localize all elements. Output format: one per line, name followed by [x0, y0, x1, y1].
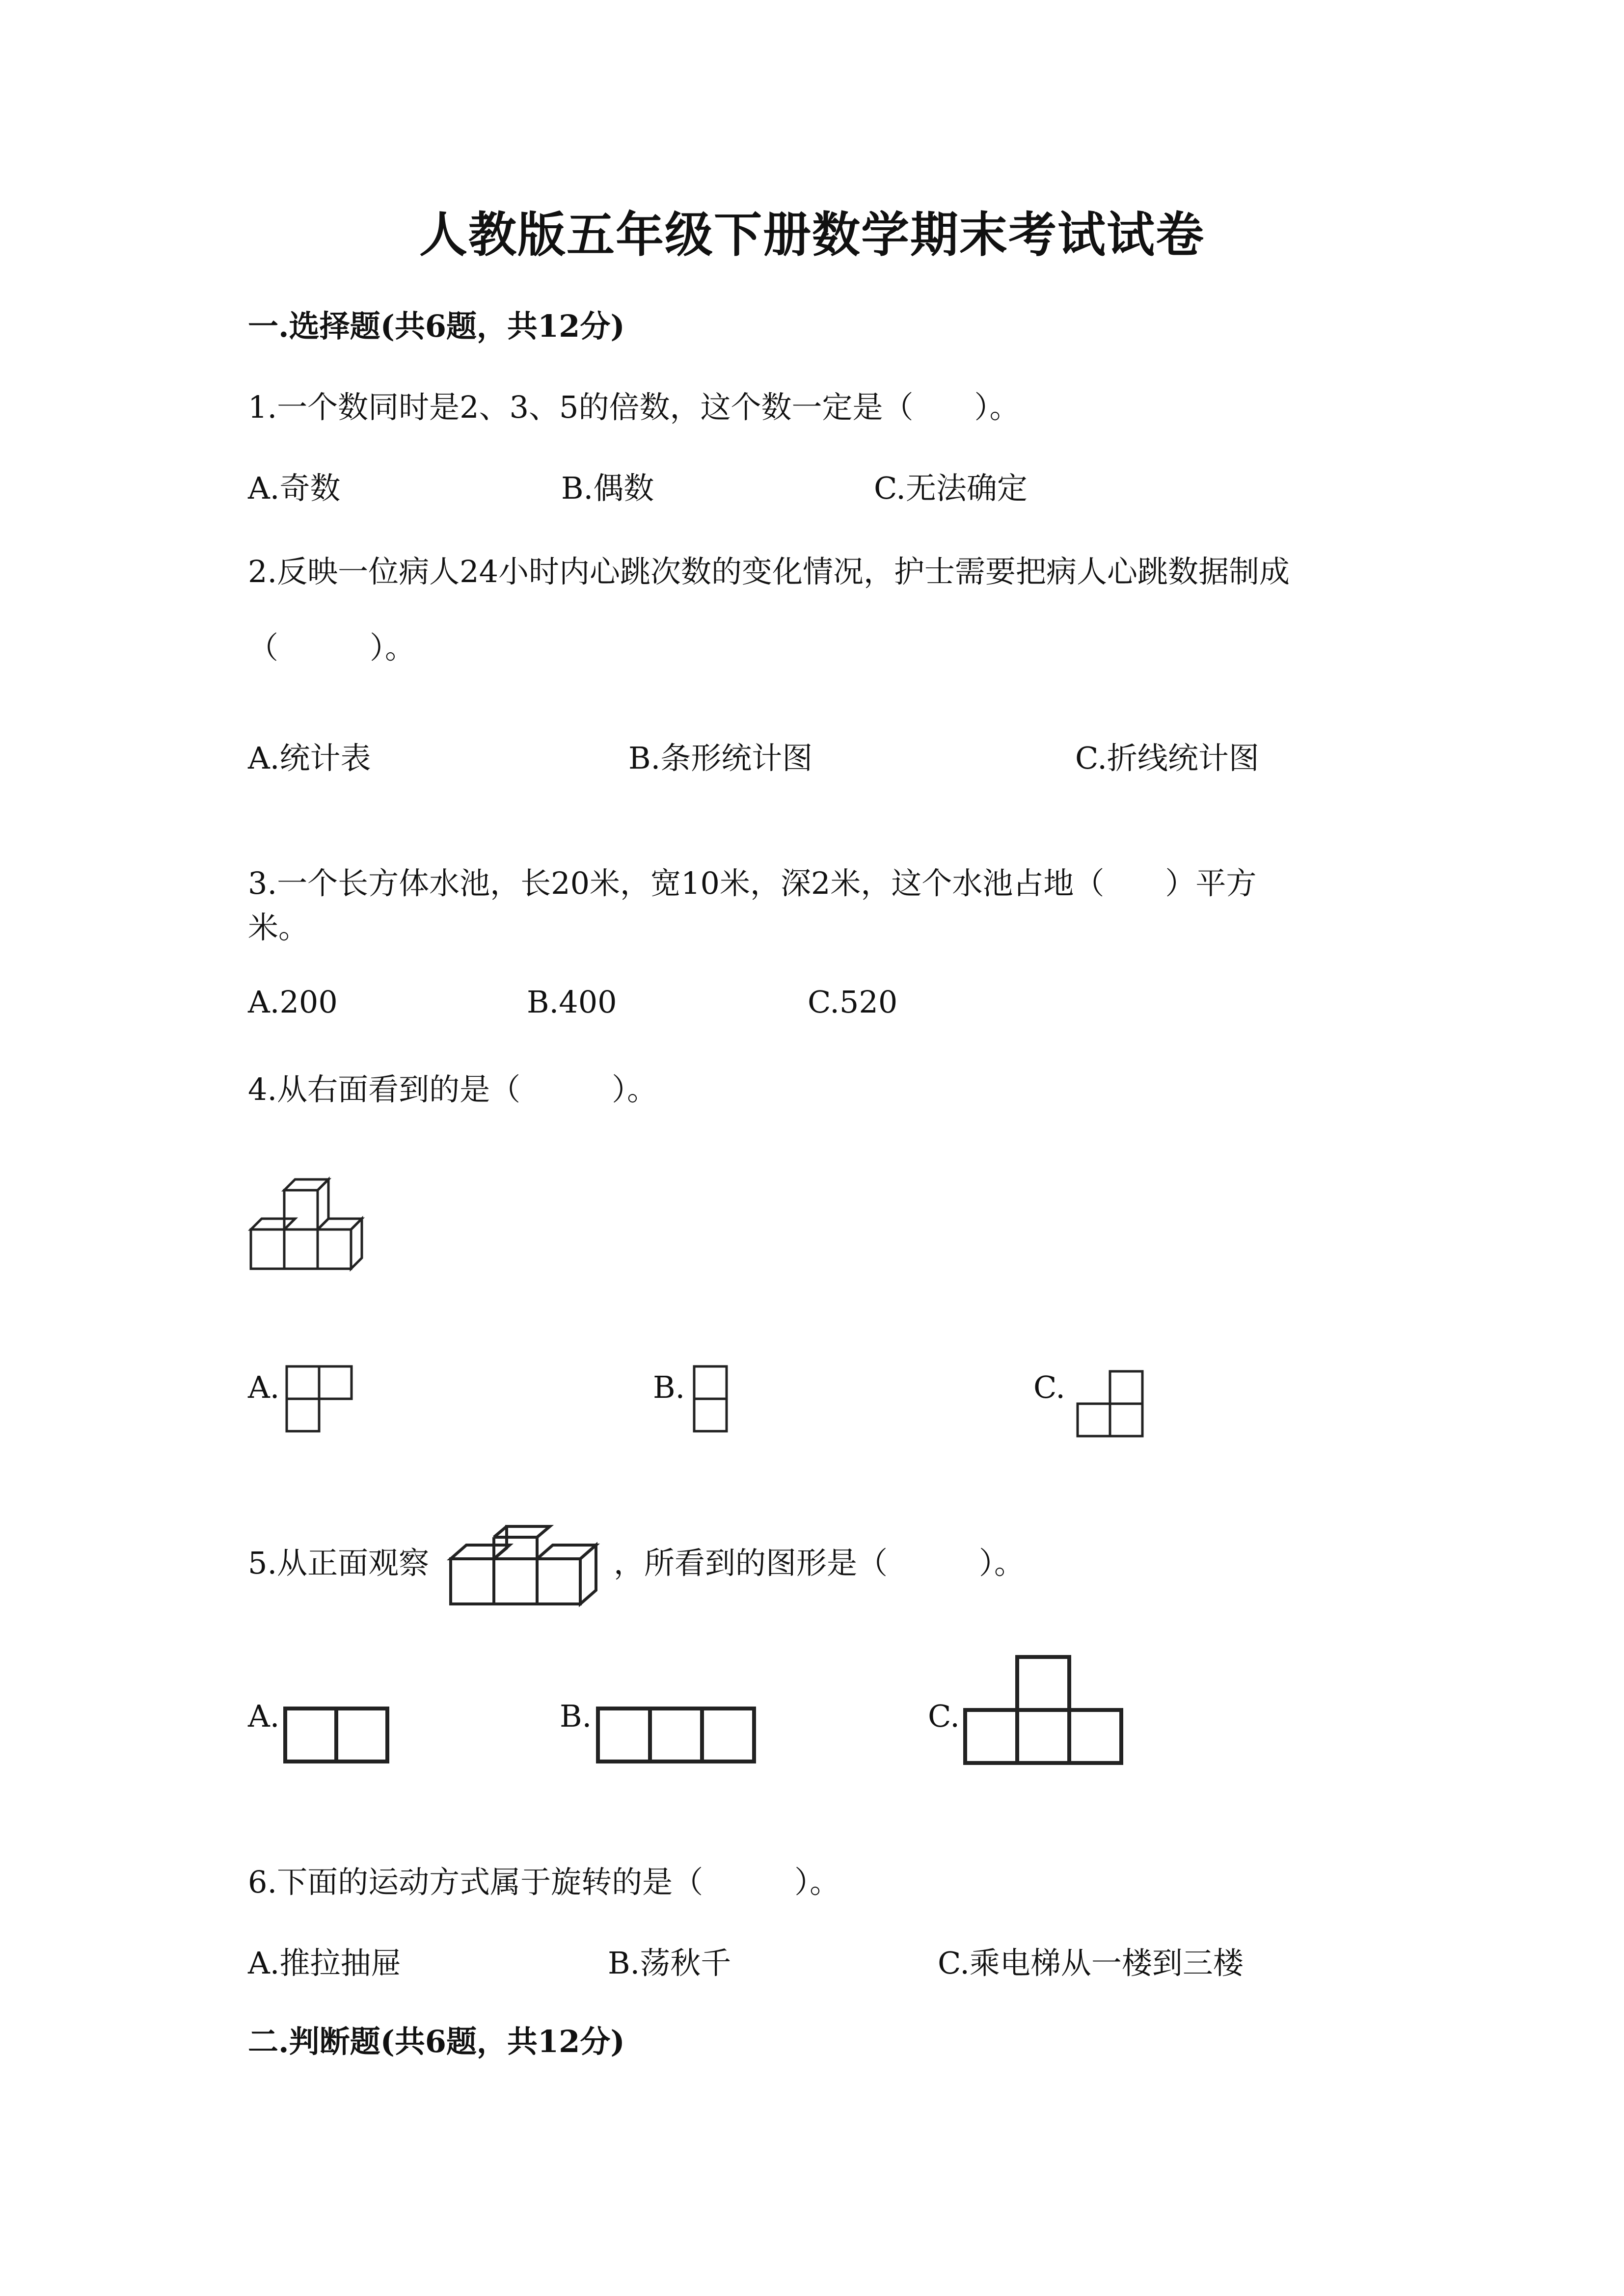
q5-option-b-figure: [595, 1706, 759, 1767]
q1-option-a: A.奇数: [248, 470, 341, 506]
q5-cube-figure: [448, 1522, 605, 1610]
q1-option-c: C.无法确定: [874, 470, 1028, 506]
question-1-text: 1.一个数同时是2、3、5的倍数，这个数一定是（ ）。: [248, 389, 1020, 425]
q5-option-a-label: A.: [248, 1698, 280, 1734]
question-2-text-line1: 2.反映一位病人24小时内心跳次数的变化情况，护士需要把病人心跳数据制成: [248, 554, 1290, 589]
q2-option-c: C.折线统计图: [1075, 740, 1259, 776]
question-3-text-line1: 3.一个长方体水池，长20米，宽10米，深2米，这个水池占地（ ）平方: [248, 865, 1257, 901]
section-heading-judgement: 二.判断题(共6题，共12分): [248, 2024, 625, 2059]
question-4-text: 4.从右面看到的是（ ）。: [248, 1071, 658, 1107]
page-title: 人教版五年级下册数学期末考试试卷: [419, 207, 1205, 263]
question-6-text: 6.下面的运动方式属于旋转的是（ ）。: [248, 1864, 840, 1900]
q4-option-c-figure: [1073, 1369, 1146, 1443]
q4-option-c-label: C.: [1033, 1369, 1065, 1405]
q5-option-c-figure: [962, 1654, 1127, 1767]
q2-option-a: A.统计表: [248, 740, 371, 776]
q3-option-a: A.200: [248, 984, 338, 1020]
q4-cube-figure: [248, 1175, 380, 1274]
q3-option-c: C.520: [808, 984, 898, 1020]
q5-option-a-figure: [282, 1706, 390, 1767]
question-2-text-line2: （ ）。: [248, 630, 416, 666]
q5-option-b-label: B.: [560, 1698, 592, 1734]
section-heading-choice: 一.选择题(共6题，共12分): [248, 308, 625, 344]
q6-option-b: B.荡秋千: [608, 1945, 731, 1981]
q4-option-a-label: A.: [248, 1369, 280, 1405]
q6-option-c: C.乘电梯从一楼到三楼: [938, 1945, 1244, 1981]
question-5-text-before: 5.从正面观察: [248, 1545, 430, 1581]
q6-option-a: A.推拉抽屉: [248, 1945, 402, 1981]
q4-option-b-figure: [692, 1364, 731, 1438]
q1-option-b: B.偶数: [561, 470, 654, 506]
question-3-text-line2: 米。: [248, 909, 309, 945]
q5-option-c-label: C.: [928, 1698, 960, 1734]
question-5-text-after: ，所看到的图形是（ ）。: [614, 1545, 1025, 1581]
q2-option-b: B.条形统计图: [628, 740, 813, 776]
q4-option-a-figure: [285, 1364, 353, 1438]
q4-option-b-label: B.: [653, 1369, 685, 1405]
q3-option-b: B.400: [527, 984, 617, 1020]
